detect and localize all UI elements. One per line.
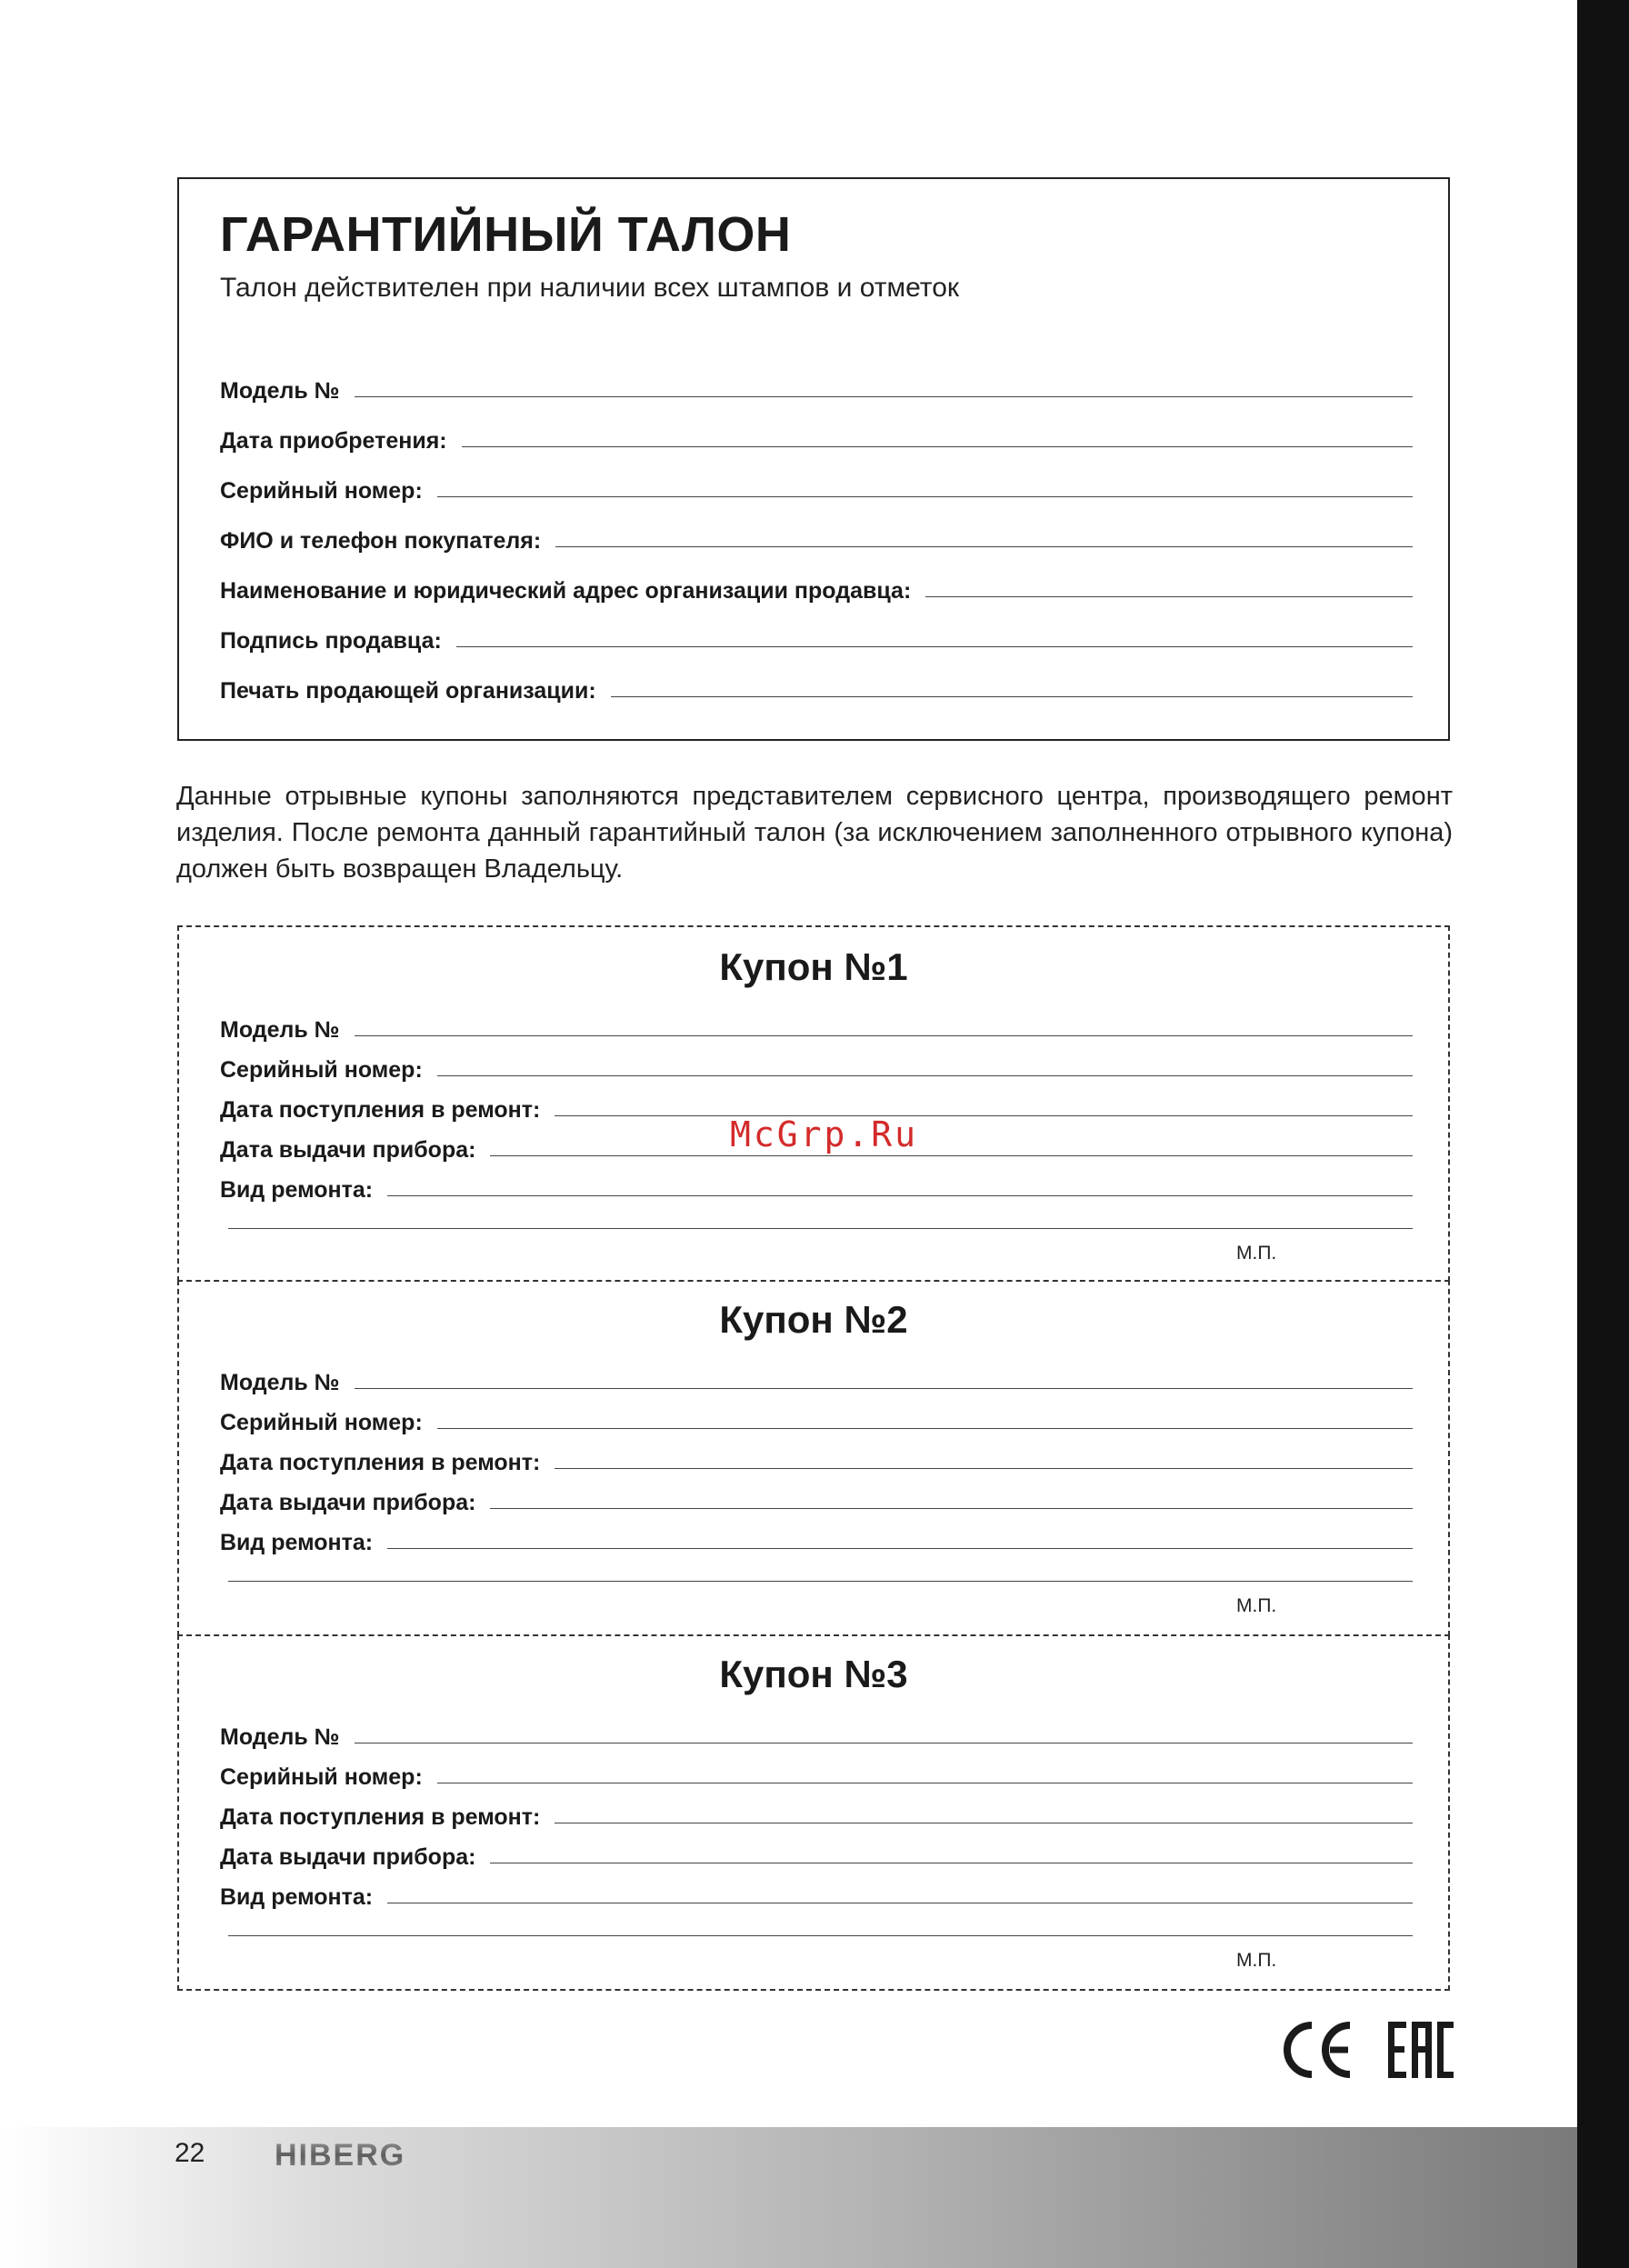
hiberg-logo-icon — [275, 2137, 456, 2173]
field-label: Серийный номер: — [220, 1057, 423, 1083]
field-label: Модель № — [220, 1724, 340, 1750]
stamp-place: М.П. — [1236, 1595, 1277, 1616]
fill-line — [437, 1075, 1413, 1076]
field-label: ФИО и телефон покупателя: — [220, 528, 542, 554]
field-seller-signature — [220, 604, 1413, 654]
field-label: Модель № — [220, 378, 340, 404]
field-label: Серийный номер: — [220, 1764, 423, 1790]
fill-line — [490, 1155, 1413, 1156]
coupon-3 — [177, 1634, 1450, 1991]
field-label: Серийный номер: — [220, 478, 423, 504]
warranty-subtitle: Талон действителен при наличии всех штампов и отметок — [220, 273, 960, 303]
stamp-place: М.П. — [1236, 1950, 1277, 1971]
field-label: Дата выдачи прибора: — [220, 1490, 476, 1515]
field-label: Дата выдачи прибора: — [220, 1137, 476, 1163]
svg-text:HIBERG: HIBERG — [275, 2138, 406, 2173]
coupon-field-received — [220, 1436, 1413, 1476]
fill-line — [555, 1468, 1413, 1469]
coupon-fields — [220, 1004, 1413, 1204]
field-label: Наименование и юридический адрес организации продавца: — [220, 578, 912, 604]
ce-icon — [1287, 2025, 1312, 2074]
field-serial — [220, 455, 1413, 505]
field-label: Вид ремонта: — [220, 1884, 374, 1910]
stamp-place: М.П. — [1236, 1243, 1277, 1264]
warranty-fields — [220, 355, 1413, 704]
field-label: Дата приобретения: — [220, 428, 447, 454]
field-label: Вид ремонта: — [220, 1177, 374, 1203]
field-label: Подпись продавца: — [220, 628, 442, 654]
coupon-2 — [177, 1280, 1450, 1636]
field-label: Модель № — [220, 1370, 340, 1395]
brand-logo — [275, 2137, 456, 2178]
footer-band — [0, 2127, 1577, 2268]
fill-line — [387, 1548, 1413, 1549]
coupon-field-model — [220, 1356, 1413, 1396]
coupon-field-received — [220, 1791, 1413, 1831]
ce-eac-icon — [1277, 2018, 1454, 2082]
fill-line — [387, 1195, 1413, 1196]
coupon-fields — [220, 1711, 1413, 1911]
field-label: Вид ремонта: — [220, 1530, 374, 1555]
coupon-field-model — [220, 1004, 1413, 1044]
field-model — [220, 355, 1413, 405]
fill-line — [355, 1388, 1413, 1389]
coupon-field-serial — [220, 1044, 1413, 1084]
page-number: 22 — [175, 2138, 205, 2168]
coupon-fields — [220, 1356, 1413, 1556]
fill-line-extra — [228, 1935, 1413, 1936]
coupon-notice: Данные отрывные купоны заполняются представителем сервисного центра, производящего ремонт изделия. После ремонта данный гарантийный талон (за исключением заполненного отрывного купона) должен быть возвращен Владельцу. — [176, 782, 1453, 884]
warranty-title: ГАРАНТИЙНЫЙ ТАЛОН — [220, 207, 792, 262]
fill-line — [437, 496, 1413, 497]
field-label: Печать продающей организации: — [220, 678, 596, 704]
field-label: Дата выдачи прибора: — [220, 1844, 476, 1870]
coupon-field-repair-type — [220, 1871, 1413, 1911]
field-buyer — [220, 505, 1413, 555]
fill-line — [490, 1508, 1413, 1509]
coupon-field-issued — [220, 1476, 1413, 1516]
fill-line — [355, 396, 1413, 397]
field-seller-name-address — [220, 555, 1413, 604]
coupon-field-repair-type — [220, 1516, 1413, 1556]
field-label: Дата поступления в ремонт: — [220, 1804, 541, 1830]
fill-line — [437, 1428, 1413, 1429]
certification-marks — [1277, 2018, 1454, 2086]
coupon-field-issued — [220, 1831, 1413, 1871]
eac-icon — [1388, 2022, 1454, 2078]
field-label: Дата поступления в ремонт: — [220, 1097, 541, 1123]
warranty-card — [177, 177, 1450, 741]
coupon-field-model — [220, 1711, 1413, 1751]
watermark: McGrp.Ru — [730, 1114, 919, 1154]
fill-line — [462, 446, 1413, 447]
coupon-title: Купон №1 — [719, 945, 908, 988]
fill-line-extra — [228, 1581, 1413, 1582]
fill-line — [456, 646, 1413, 647]
coupon-field-serial — [220, 1751, 1413, 1791]
fill-line — [555, 1115, 1413, 1116]
fill-line — [355, 1035, 1413, 1036]
field-label: Модель № — [220, 1017, 340, 1043]
field-label: Серийный номер: — [220, 1410, 423, 1435]
field-purchase-date — [220, 405, 1413, 455]
field-seller-stamp — [220, 654, 1413, 704]
fill-line-extra — [228, 1228, 1413, 1229]
coupon-1 — [177, 925, 1450, 1282]
field-label: Дата поступления в ремонт: — [220, 1450, 541, 1475]
coupon-field-repair-type — [220, 1164, 1413, 1204]
page-edge-bar — [1577, 0, 1629, 2268]
fill-line — [555, 546, 1413, 547]
fill-line — [611, 696, 1413, 697]
fill-line — [925, 596, 1413, 597]
coupon-title: Купон №2 — [719, 1298, 908, 1341]
coupon-field-serial — [220, 1396, 1413, 1436]
coupon-title: Купон №3 — [719, 1653, 908, 1695]
